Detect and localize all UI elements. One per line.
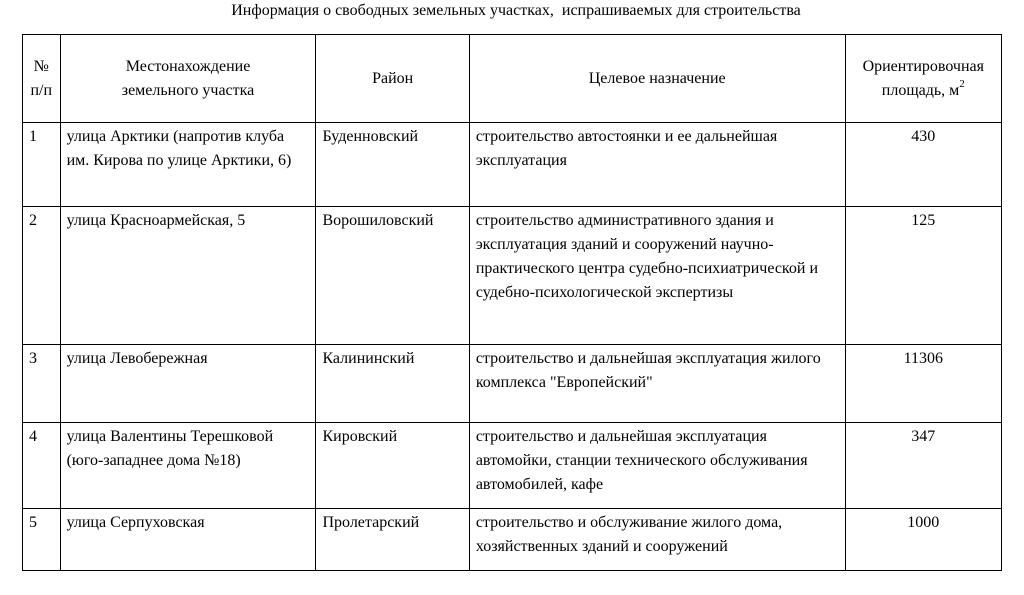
- header-num: [23, 35, 61, 123]
- header-location-label: Местонахождение земельного участка: [121, 57, 255, 99]
- table-row: [23, 207, 1002, 345]
- cell-num: 2: [23, 207, 61, 345]
- cell-purpose: строительство и дальнейшая эксплуатация жилого комплекса "Европейский": [469, 345, 845, 423]
- header-district: [316, 35, 469, 123]
- cell-purpose: строительство автостоянки и ее дальнейшая эксплуатация: [469, 123, 845, 207]
- document-title: Информация о свободных земельных участках, испрашиваемых для строительства: [231, 2, 801, 19]
- cell-location: улица Валентины Терешковой (юго-западнее дома №18): [60, 423, 316, 509]
- cell-num: 4: [23, 423, 61, 509]
- header-purpose-label: Целевое назначение: [588, 69, 726, 87]
- cell-district: Кировский: [316, 423, 469, 509]
- land-plots-table: [22, 34, 1002, 571]
- table-row: [23, 123, 1002, 207]
- cell-purpose: строительство и обслуживание жилого дома, хозяйственных зданий и сооружений: [469, 509, 845, 571]
- header-area: [845, 35, 1001, 123]
- cell-location: улица Арктики (напротив клуба им. Кирова по улице Арктики, 6): [60, 123, 316, 207]
- cell-area: 430: [845, 123, 1001, 207]
- cell-location: улица Серпуховская: [60, 509, 316, 571]
- cell-area: 1000: [845, 509, 1001, 571]
- header-location: [60, 35, 316, 123]
- cell-num: 5: [23, 509, 61, 571]
- header-purpose: [469, 35, 845, 123]
- table-row: [23, 423, 1002, 509]
- header-area-unit-exponent: 2: [959, 78, 965, 91]
- table-row: [23, 509, 1002, 571]
- table-row: [23, 345, 1002, 423]
- cell-location: улица Левобережная: [60, 345, 316, 423]
- table-header-row: [23, 35, 1002, 123]
- cell-area: 347: [845, 423, 1001, 509]
- cell-purpose: строительство и дальнейшая эксплуатация автомойки, станции технического обслуживания автомобилей, кафе: [469, 423, 845, 509]
- cell-location: улица Красноармейская, 5: [60, 207, 316, 345]
- cell-num: 3: [23, 345, 61, 423]
- cell-district: Калининский: [316, 345, 469, 423]
- cell-area: 125: [845, 207, 1001, 345]
- cell-district: Пролетарский: [316, 509, 469, 571]
- header-district-label: Район: [372, 69, 414, 87]
- cell-area: 11306: [845, 345, 1001, 423]
- cell-district: Ворошиловский: [316, 207, 469, 345]
- cell-district: Буденновский: [316, 123, 469, 207]
- cell-num: 1: [23, 123, 61, 207]
- cell-purpose: строительство административного здания и эксплуатация зданий и сооружений научно-практического центра судебно-психиатрической и судебно-психологической экспертизы: [469, 207, 845, 345]
- header-area-label: Ориентировочная площадь, м: [862, 57, 984, 99]
- header-num-label: № п/п: [30, 57, 53, 99]
